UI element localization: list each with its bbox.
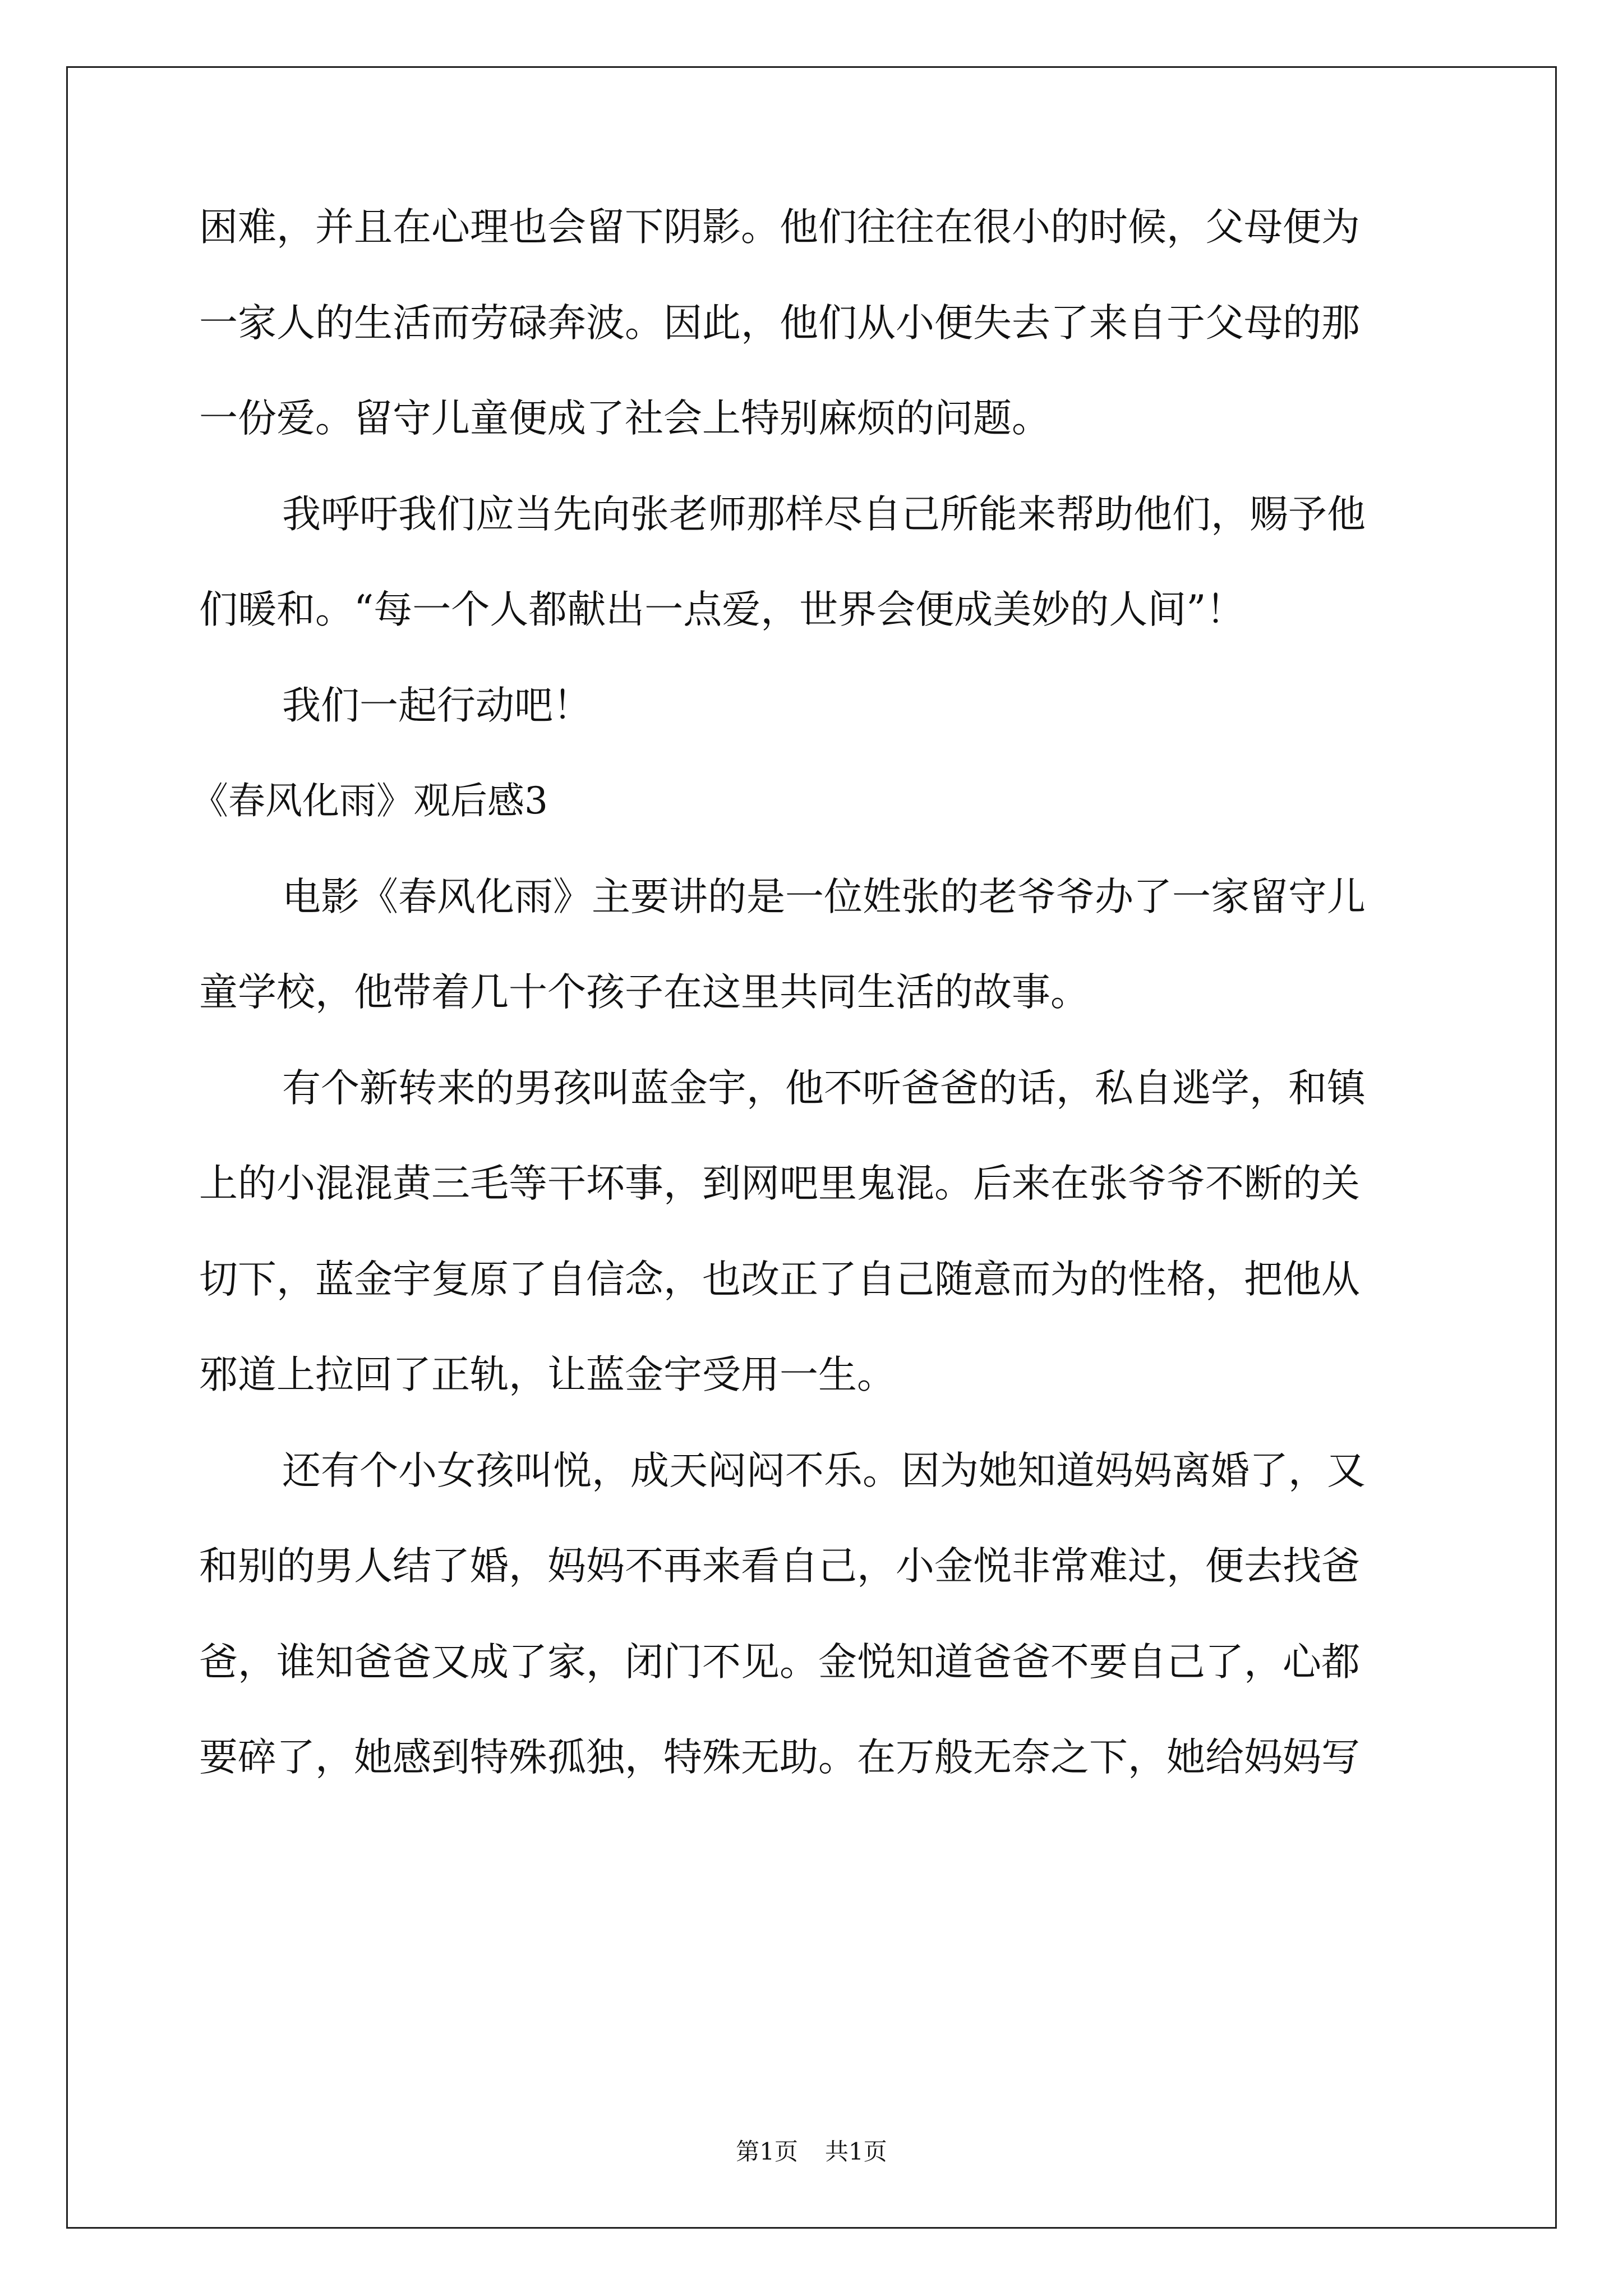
text-line: 要碎了，她感到特殊孤独，特殊无助。在万般无奈之下，她给妈妈写: [199, 1735, 1360, 1780]
text-line: 切下，蓝金宇复原了自信念，也改正了自己随意而为的性格，把他从: [199, 1257, 1360, 1302]
page-number: 第1页: [736, 2138, 798, 2165]
text-line: 困难，并且在心理也会留下阴影。他们往往在很小的时候，父母便为: [199, 205, 1360, 250]
page-footer: [0, 2135, 1623, 2169]
text-line: 上的小混混黄三毛等干坏事，到网吧里鬼混。后来在张爷爷不断的关: [199, 1161, 1360, 1206]
text-line: 一份爱。留守儿童便成了社会上特别麻烦的问题。: [199, 396, 1050, 441]
paragraph-first-line: 还有个小女孩叫悦，成天闷闷不乐。因为她知道妈妈离婚了，又: [282, 1448, 1366, 1493]
paragraph-first-line: 我们一起行动吧！: [282, 683, 592, 728]
text-line: 一家人的生活而劳碌奔波。因此，他们从小便失去了来自于父母的那: [199, 301, 1360, 346]
paragraph-first-line: 我呼吁我们应当先向张老师那样尽自己所能来帮助他们，赐予他: [282, 492, 1366, 537]
text-line: 和别的男人结了婚，妈妈不再来看自己，小金悦非常难过，便去找爸: [199, 1544, 1360, 1589]
text-line: 爸，谁知爸爸又成了家，闭门不见。金悦知道爸爸不要自己了，心都: [199, 1640, 1360, 1685]
text-line: 童学校，他带着几十个孩子在这里共同生活的故事。: [199, 970, 1089, 1015]
text-line: 邪道上拉回了正轨，让蓝金宇受用一生。: [199, 1352, 896, 1397]
page-count: 共1页: [825, 2138, 887, 2165]
section-heading: 《春风化雨》观后感3: [191, 779, 548, 822]
text-line: 们暖和。“每一个人都献出一点爱，世界会便成美妙的人间”！: [199, 587, 1245, 632]
paragraph-first-line: 有个新转来的男孩叫蓝金宇，他不听爸爸的话，私自逃学，和镇: [282, 1066, 1366, 1111]
paragraph-first-line: 电影《春风化雨》主要讲的是一位姓张的老爷爷办了一家留守儿: [282, 875, 1366, 919]
